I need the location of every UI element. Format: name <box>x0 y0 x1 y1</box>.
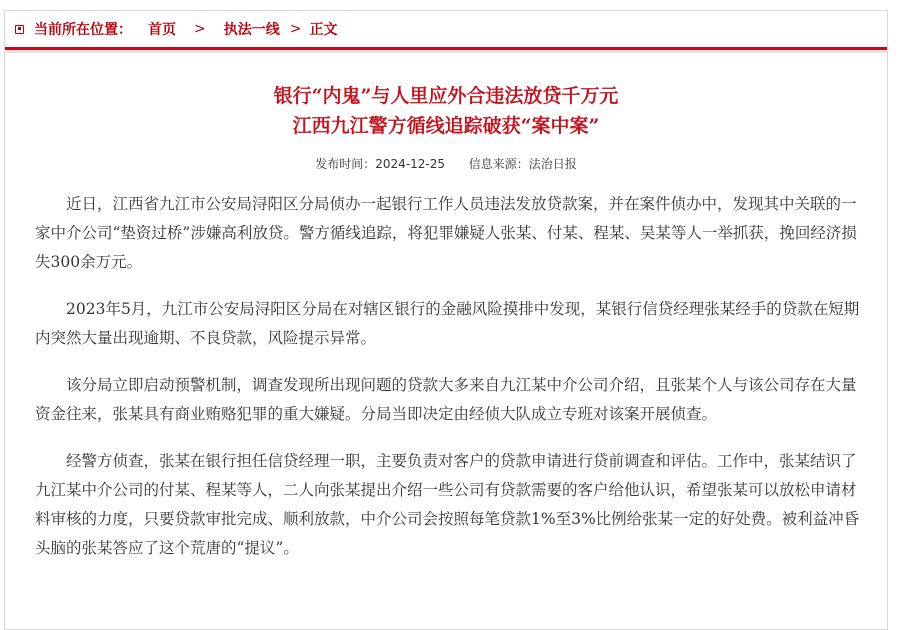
article-paragraph: 该分局立即启动预警机制，调查发现所出现问题的贷款大多来自九江某中介公司介绍，且张某个人与该公司存在大量资金往来，张某具有商业贿赂犯罪的重大嫌疑。分局当即决定由经侦大队成立专班对该案开展侦查。 <box>35 376 857 423</box>
article-title-line2: 江西九江警方循线追踪破获“案中案” <box>292 115 600 137</box>
info-source: 信息来源：法治日报 <box>468 157 577 171</box>
breadcrumb-current: 正文 <box>309 22 338 38</box>
location-square-icon <box>15 25 24 34</box>
article-frame <box>4 10 888 630</box>
article-paragraph: 近日，江西省九江市公安局浔阳区分局侦办一起银行工作人员违法发放贷款案，并在案件侦办中，发现其中关联的一家中介公司“垫资过桥”涉嫌高利放贷。警方循线追踪，将犯罪嫌疑人张某、付某、程某、吴某等人一举抓获，挽回经济损失300余万元。 <box>35 195 857 271</box>
breadcrumb <box>5 11 887 47</box>
publish-time: 发布时间：2024-12-25 <box>315 157 446 171</box>
breadcrumb-label: 当前所在位置： <box>34 22 132 38</box>
article-paragraph: 2023年5月，九江市公安局浔阳区分局在对辖区银行的金融风险摸排中发现，某银行信贷经理张某经手的贷款在短期内突然大量出现逾期、不良贷款，风险提示异常。 <box>35 300 860 347</box>
article-paragraph: 经警方侦查，张某在银行担任信贷经理一职，主要负责对客户的贷款申请进行贷前调查和评估。工作中，张某结识了九江某中介公司的付某、程某等人，二人向张某提出介绍一些公司有贷款需要的客户给他认识，希望张某可以放松申请材料审核的力度，只要贷款审批完成、顺利放款，中介公司会按照每笔贷款1%至3%比例给张某一定的好处费。被利益冲昏头脑的张某答应了这个荒唐的“提议”。 <box>35 452 860 557</box>
article-title-line1: 银行“内鬼”与人里应外合违法放贷千万元 <box>273 85 619 107</box>
breadcrumb-home-link[interactable]: 首页 <box>148 22 176 38</box>
article-title <box>5 81 887 141</box>
breadcrumb-separator: > <box>194 21 206 37</box>
breadcrumb-category-link[interactable]: 执法一线 <box>223 22 280 38</box>
breadcrumb-separator: > <box>289 21 302 37</box>
article-body <box>5 190 887 563</box>
article-meta <box>5 155 887 172</box>
header-rule-grey <box>5 50 887 53</box>
